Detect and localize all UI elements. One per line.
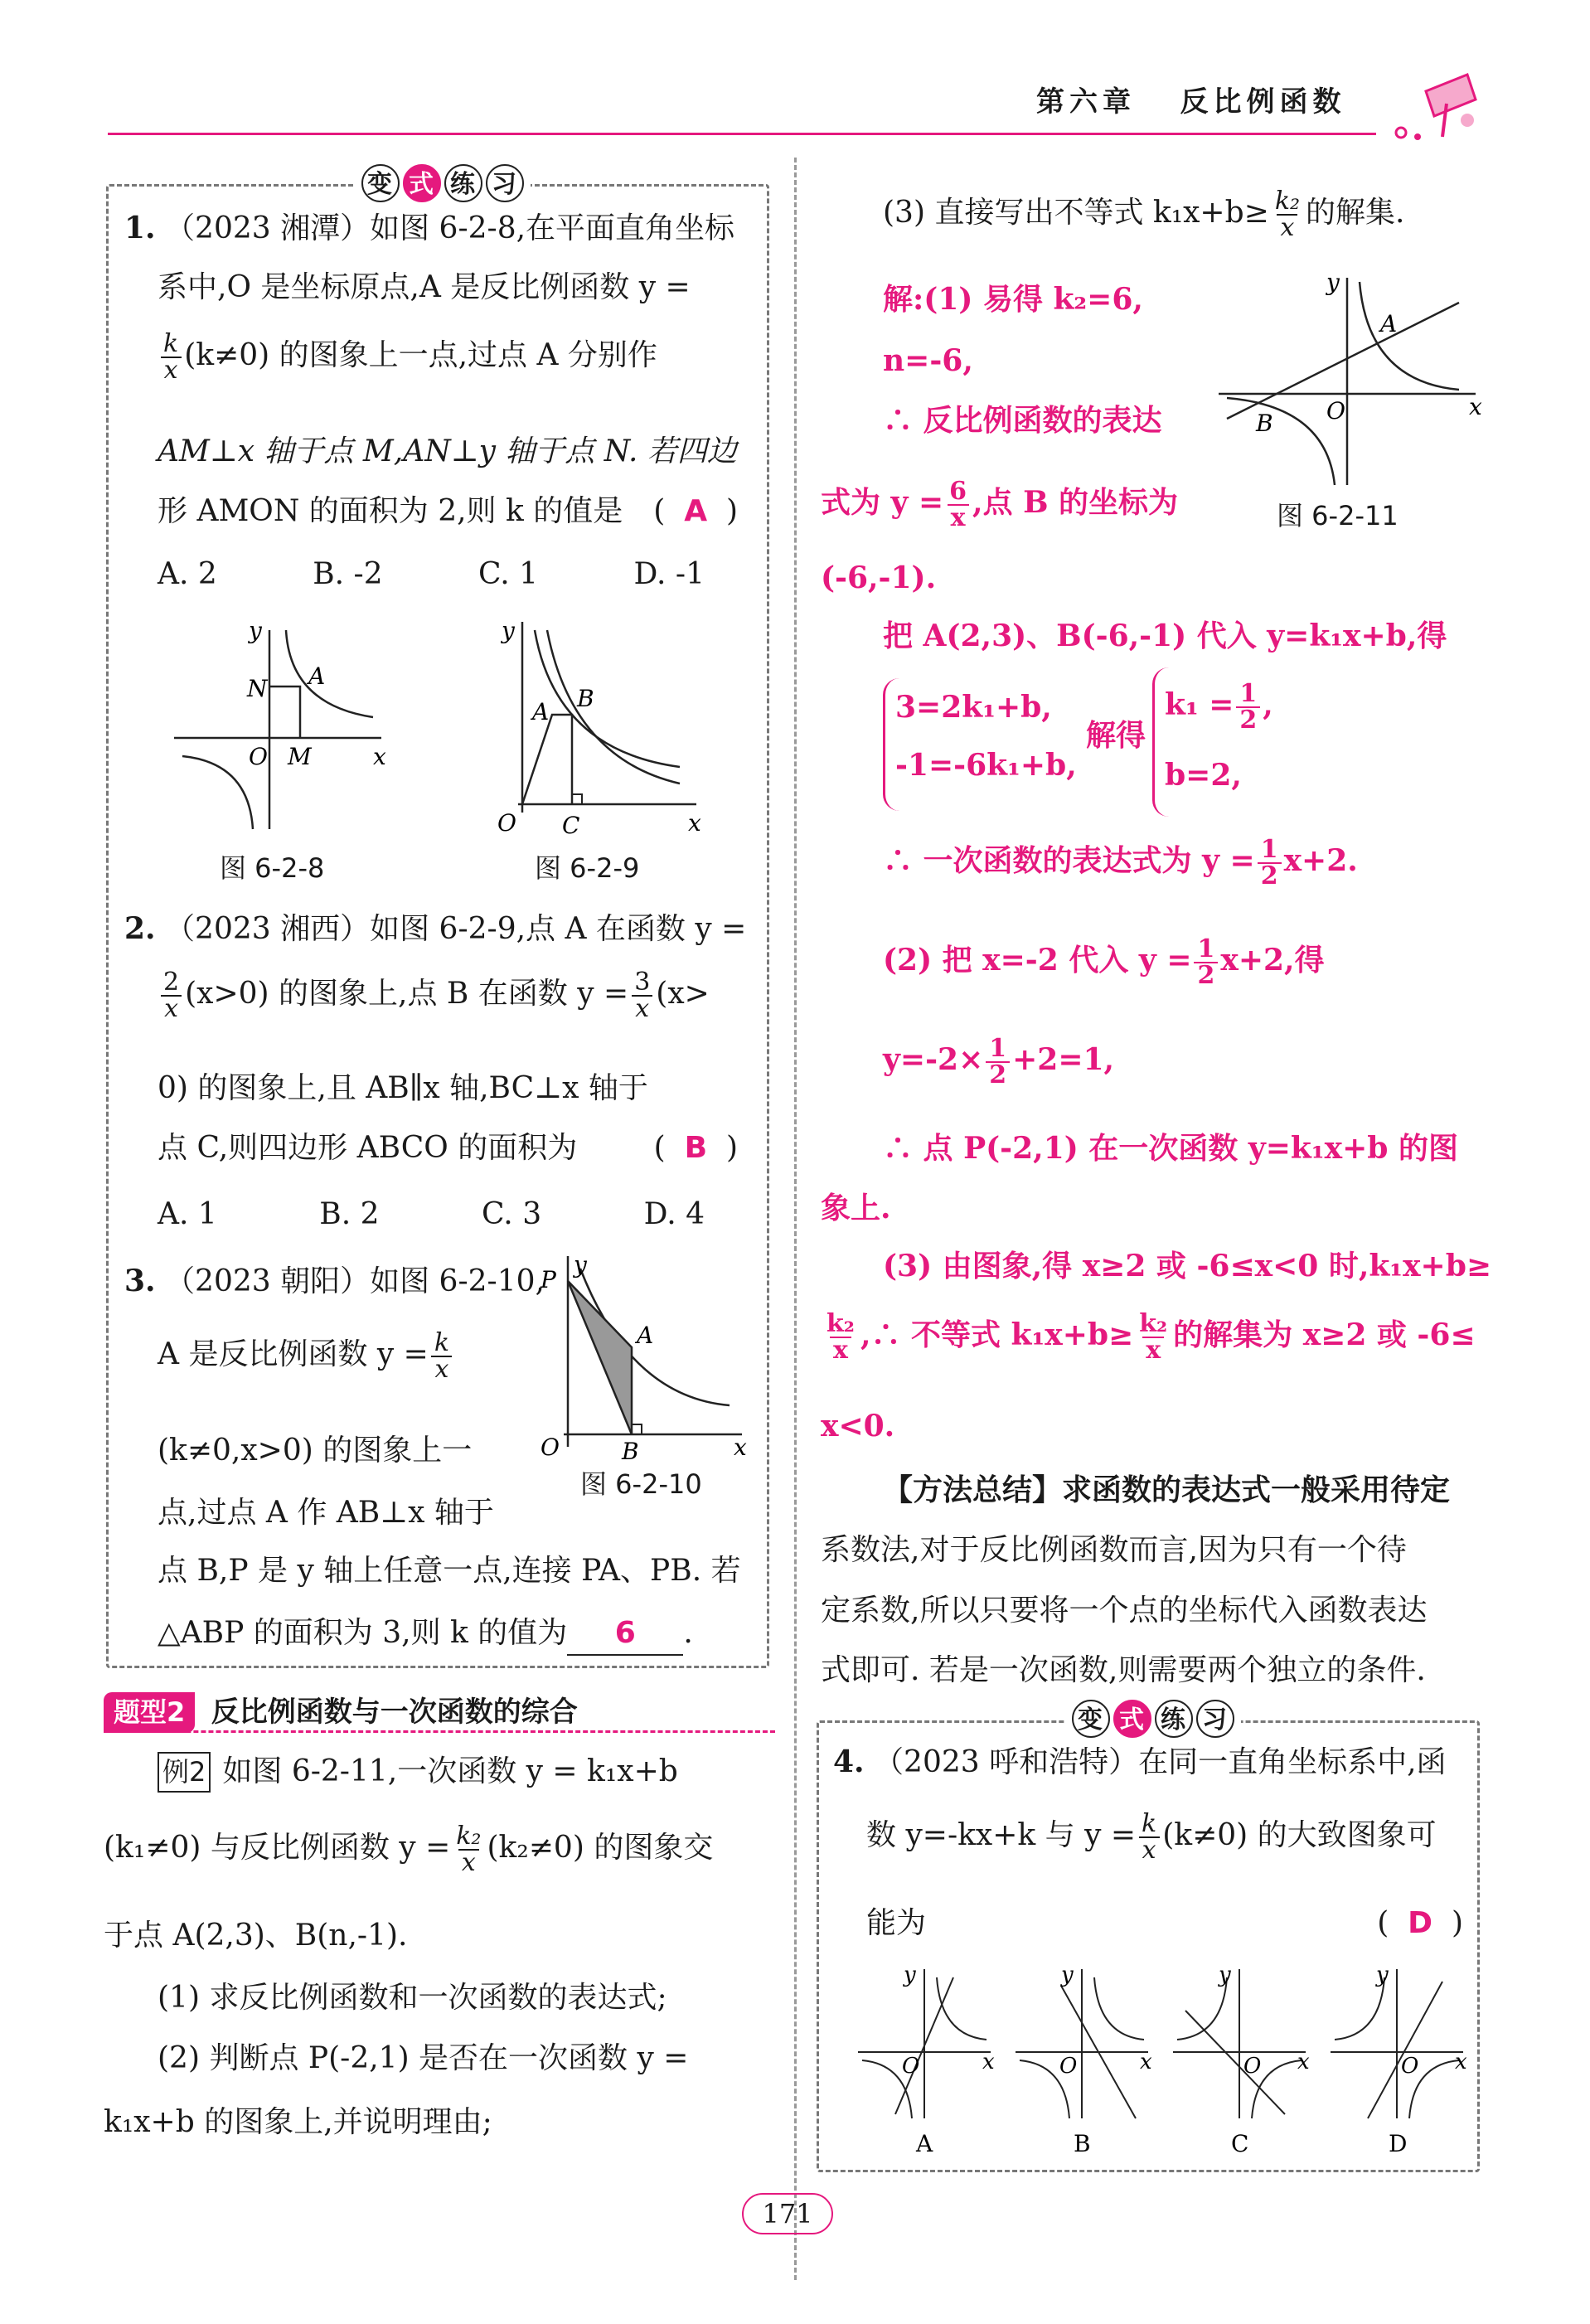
frac-den: 2 <box>1194 962 1218 988</box>
frac-den: x <box>431 1356 452 1382</box>
option: A. 2 <box>158 557 217 591</box>
solution-text: 的解集为 x≥2 或 -6≤ <box>1173 1317 1476 1352</box>
q3-line2 <box>158 1328 455 1384</box>
frac-den: x <box>1139 1836 1160 1863</box>
triangle-ABP <box>568 1281 632 1434</box>
label-O: O <box>902 2054 920 2079</box>
right-angle-mark <box>572 794 582 804</box>
badge-char: 练 <box>444 164 482 202</box>
badge-char: 习 <box>486 164 524 202</box>
q1-text: 形 AMON 的面积为 2,则 k 的值是 <box>158 494 623 528</box>
solution-text: , <box>1263 687 1273 722</box>
frac-den: x <box>1142 1337 1164 1363</box>
q3-text: A 是反比例函数 y = <box>158 1337 429 1371</box>
label-C: C <box>562 812 580 837</box>
frac-num: k <box>1142 1809 1157 1838</box>
q1-text: （2023 湘潭）如图 6-2-8,在平面直角坐标 <box>165 211 735 245</box>
frac-den: x <box>1277 214 1297 240</box>
method-line: 式即可. 若是一次函数,则需要两个独立的条件. <box>821 1653 1426 1687</box>
right-angle-mark <box>632 1424 642 1434</box>
frac-num: 1 <box>1197 934 1215 963</box>
q2-text: (x>0) 的图象上,点 B 在函数 y = <box>185 977 629 1011</box>
label-P: P <box>541 1266 556 1293</box>
frac-den: 2 <box>986 1061 1010 1088</box>
frac-den: x <box>948 504 969 531</box>
q4-option-graphs <box>846 1961 1484 2164</box>
rectangle-AMON <box>269 687 300 738</box>
frac-num: k₂ <box>1274 187 1301 216</box>
frac-den: x <box>458 1849 479 1875</box>
label-y: y <box>1326 269 1340 296</box>
solution-line <box>883 837 1358 889</box>
q4-text: （2023 呼和浩特）在同一直角坐标系中,函 <box>874 1745 1447 1779</box>
label-y: y <box>904 1963 916 1987</box>
q3-line3: (k≠0,x>0) 的图象上一 <box>158 1434 473 1468</box>
q3-line1 <box>124 1260 545 1303</box>
graph-D <box>1331 1963 1467 2157</box>
solution-text: 解得 <box>1086 718 1146 753</box>
q1-line2: 系中,O 是坐标原点,A 是反比例函数 y = <box>158 270 691 304</box>
q1-line3 <box>158 329 657 385</box>
solution-text: (2) 把 x=-2 代入 y = <box>883 943 1192 978</box>
method-line: 定系数,所以只要将一个点的坐标代入函数表达 <box>821 1594 1428 1628</box>
frac-num: k <box>163 329 179 358</box>
solution-line: n=-6, <box>883 343 973 378</box>
badge-char: 变 <box>1072 1700 1110 1738</box>
label-x: x <box>734 1434 747 1461</box>
label-O: O <box>497 809 516 837</box>
label-A: A <box>637 1322 654 1349</box>
label-y: y <box>502 617 515 644</box>
q2-line3: 0) 的图象上,且 AB∥x 轴,BC⊥x 轴于 <box>158 1071 648 1105</box>
q1-answer: A <box>684 494 708 528</box>
label-x: x <box>688 809 701 837</box>
hyperbola-branch <box>182 756 253 829</box>
ex2-line2 <box>104 1824 713 1875</box>
section-header <box>104 1691 775 1733</box>
frac-num: k₂ <box>456 1822 482 1851</box>
variant-practice-badge-1 <box>355 164 531 202</box>
option: A. 1 <box>158 1197 217 1231</box>
q1-line1 <box>124 207 734 250</box>
option: C. 3 <box>482 1197 542 1231</box>
q4-line3: 能为 ( D ) <box>866 1906 1463 1940</box>
q3-text: （2023 朝阳）如图 6-2-10, <box>165 1264 545 1298</box>
label-x: x <box>1469 393 1482 420</box>
badge-char: 式 <box>403 164 441 202</box>
ex2-line5: (2) 判断点 P(-2,1) 是否在一次函数 y = <box>158 2041 689 2075</box>
frac-den: x <box>632 995 652 1021</box>
label-A: A <box>1380 310 1398 337</box>
label-O: O <box>249 743 268 770</box>
option: C. 1 <box>478 557 539 591</box>
label-O: O <box>1243 2054 1262 2079</box>
option: D. 4 <box>643 1197 705 1231</box>
graph-label: C <box>1231 2130 1249 2157</box>
ex2-line6: k₁x+b 的图象上,并说明理由; <box>104 2105 492 2139</box>
figure-6-2-11 <box>1210 265 1492 497</box>
curve-3-over-x <box>547 630 680 784</box>
ex2-line3: 于点 A(2,3)、B(n,-1). <box>104 1919 408 1953</box>
label-O: O <box>1326 397 1345 425</box>
frac-num: k₂ <box>827 1309 855 1338</box>
solution-text: -1=-6k₁+b, <box>895 748 1077 783</box>
solution-line: 解:(1) 易得 k₂=6, <box>883 282 1143 317</box>
header-rule <box>108 133 1376 135</box>
figure-caption: 图 6-2-11 <box>1277 500 1399 531</box>
figure-6-2-10 <box>531 1248 754 1463</box>
q2-text: (x> <box>656 977 710 1011</box>
solution-text: k₁ = <box>1165 687 1234 722</box>
solution-text: 3=2k₁+b, <box>895 690 1052 725</box>
q1-text: (k≠0) 的图象上一点,过点 A 分别作 <box>184 338 657 372</box>
frac-num: 3 <box>634 968 651 997</box>
label-B: B <box>1256 410 1273 437</box>
variant-practice-badge-2 <box>1065 1700 1241 1738</box>
q2-options <box>158 1194 705 1235</box>
label-y: y <box>1061 1963 1074 1987</box>
option: B. 2 <box>319 1197 380 1231</box>
option: B. -2 <box>313 557 383 591</box>
q3-answer: 6 <box>614 1616 636 1650</box>
graph-B <box>1016 1963 1152 2157</box>
ex2-text: (k₂≠0) 的图象交 <box>487 1831 714 1865</box>
page-number: 171 <box>742 2193 833 2234</box>
graduation-cap-icon <box>1368 58 1484 149</box>
label-B: B <box>577 685 594 712</box>
label-x: x <box>1297 2050 1310 2074</box>
q1-line4: AM⊥x 轴于点 M,AN⊥y 轴于点 N. 若四边 <box>158 434 737 468</box>
solution-text: ,∴ 不等式 k₁x+b≥ <box>860 1317 1134 1352</box>
frac-num: 1 <box>1260 835 1278 864</box>
label-y: y <box>1219 1963 1231 1987</box>
label-x: x <box>982 2050 995 2074</box>
frac-num: k <box>434 1328 450 1357</box>
solution-line: ∴ 反比例函数的表达 <box>883 403 1162 438</box>
frac-den: x <box>161 357 182 383</box>
label-y: y <box>1376 1963 1389 1987</box>
frac-num: 2 <box>163 968 180 997</box>
q3-line5: 点 B,P 是 y 轴上任意一点,连接 PA、PB. 若 <box>158 1554 741 1588</box>
ex2-line4: (1) 求反比例函数和一次函数的表达式; <box>158 1981 667 2015</box>
q4-line1 <box>833 1741 1447 1783</box>
frac-num: 6 <box>949 477 967 506</box>
solution-line <box>883 1036 1114 1088</box>
badge-char: 式 <box>1113 1700 1151 1738</box>
label-M: M <box>288 743 312 770</box>
solution-text: x+2. <box>1283 843 1358 878</box>
q4-number: 4. <box>833 1744 865 1779</box>
solution-text: +2=1, <box>1012 1042 1115 1077</box>
badge-char: 变 <box>361 164 400 202</box>
label-O: O <box>1059 2054 1078 2079</box>
solution-text: ,点 B 的坐标为 <box>972 485 1179 520</box>
label-N: N <box>247 675 268 702</box>
q3-number: 3. <box>124 1264 156 1298</box>
header-chapter: 第六章 <box>1036 85 1136 119</box>
label-A: A <box>532 698 550 725</box>
solution-line: 象上. <box>821 1191 891 1225</box>
q4-text: (k≠0) 的大致图象可 <box>1162 1818 1437 1852</box>
header-section: 反比例函数 <box>1180 85 1346 119</box>
label-y: y <box>574 1251 587 1278</box>
ex2-text: (3) 直接写出不等式 k₁x+b≥ <box>883 196 1269 230</box>
frac-den: 2 <box>1258 862 1282 889</box>
example-tag: 例2 <box>158 1752 211 1793</box>
q2-line4: 点 C,则四边形 ABCO 的面积为 ( B ) <box>158 1131 738 1165</box>
solution-text: y=-2× <box>883 1042 984 1077</box>
q4-answer: D <box>1408 1906 1433 1940</box>
solution-line <box>883 934 1325 990</box>
ex2-line1 <box>158 1751 678 1793</box>
label-x: x <box>1140 2050 1152 2074</box>
q4-text: 能为 <box>866 1906 927 1940</box>
label-x: x <box>1455 2050 1467 2074</box>
ex2-text: 的解集. <box>1306 196 1405 230</box>
q2-answer: B <box>684 1131 708 1165</box>
section-tag: 题型2 <box>104 1692 195 1733</box>
frac-num: 1 <box>1239 679 1258 708</box>
frac-den: x <box>161 995 182 1021</box>
figure-caption: 图 6-2-10 <box>580 1468 702 1500</box>
option: D. -1 <box>633 557 705 591</box>
solution-text: ∴ 一次函数的表达式为 y = <box>883 843 1255 878</box>
solution-text: x+2,得 <box>1220 943 1325 978</box>
solution-text: 式为 y = <box>821 485 944 520</box>
q2-text: 点 C,则四边形 ABCO 的面积为 <box>158 1131 578 1165</box>
badge-char: 练 <box>1155 1700 1193 1738</box>
solution-line: x<0. <box>821 1409 895 1443</box>
q1-line5: 形 AMON 的面积为 2,则 k 的值是 ( A ) <box>158 494 738 528</box>
label-x: x <box>373 743 386 770</box>
label-B: B <box>622 1438 639 1463</box>
q3-text: △ABP 的面积为 3,则 k 的值为 <box>158 1616 568 1650</box>
figure-6-2-8 <box>166 614 414 837</box>
solution-line: (-6,-1). <box>821 560 937 595</box>
solution-text: b=2, <box>1165 758 1242 793</box>
q3-line4: 点,过点 A 作 AB⊥x 轴于 <box>158 1496 494 1530</box>
solution-line: 把 A(2,3)、B(-6,-1) 代入 y=k₁x+b,得 <box>883 619 1447 653</box>
graph-C <box>1173 1963 1310 2157</box>
method-line <box>883 1469 1450 1511</box>
quadrilateral-ABCO <box>522 715 572 804</box>
badge-char: 习 <box>1196 1700 1234 1738</box>
q2-number: 2. <box>124 911 156 946</box>
frac-num: k₂ <box>1139 1309 1168 1338</box>
q4-text: 数 y=-kx+k 与 y = <box>866 1818 1137 1852</box>
q1-options <box>158 554 705 595</box>
graph-A <box>858 1963 995 2157</box>
q2-line1 <box>124 908 746 950</box>
column-divider <box>794 158 797 2280</box>
solution-line <box>821 1309 1476 1365</box>
q2-text: （2023 湘西）如图 6-2-9,点 A 在函数 y = <box>165 912 747 946</box>
hyperbola-branch <box>1360 282 1459 390</box>
figure-6-2-9 <box>489 605 721 837</box>
ex2-text: (k₁≠0) 与反比例函数 y = <box>104 1831 451 1865</box>
solution-line: ∴ 点 P(-2,1) 在一次函数 y=k₁x+b 的图 <box>883 1131 1458 1166</box>
section-title: 反比例函数与一次函数的综合 <box>211 1696 578 1729</box>
method-text: 【方法总结】求函数的表达式一般采用待定 <box>883 1473 1451 1507</box>
q4-line2 <box>866 1809 1437 1865</box>
graph-label: D <box>1389 2130 1408 2157</box>
ex2-text: 如图 6-2-11,一次函数 y = k₁x+b <box>222 1754 678 1788</box>
graph-label: A <box>916 2130 933 2157</box>
graph-label: B <box>1074 2130 1091 2157</box>
q3-line6: △ABP 的面积为 3,则 k 的值为 6 . <box>158 1613 693 1656</box>
frac-den: x <box>830 1337 851 1363</box>
header-title <box>1036 83 1346 123</box>
q2-line2 <box>158 970 710 1021</box>
label-O: O <box>541 1434 560 1461</box>
figure-caption: 图 6-2-9 <box>535 852 640 884</box>
label-A: A <box>308 662 326 690</box>
solution-line: (3) 由图象,得 x≥2 或 -6≤x<0 时,k₁x+b≥ <box>883 1249 1492 1283</box>
method-line: 系数法,对于反比例函数而言,因为只有一个待 <box>821 1533 1407 1567</box>
label-y: y <box>249 617 262 644</box>
frac-den: 2 <box>1236 706 1260 733</box>
solution-line <box>821 479 1178 531</box>
figure-caption: 图 6-2-8 <box>220 852 325 884</box>
frac-num: 1 <box>989 1034 1007 1063</box>
ex2-q3 <box>883 189 1404 240</box>
label-O: O <box>1401 2054 1419 2079</box>
equation-solution <box>1152 667 1273 817</box>
equation-system <box>883 678 1077 811</box>
q1-number: 1. <box>124 211 156 245</box>
